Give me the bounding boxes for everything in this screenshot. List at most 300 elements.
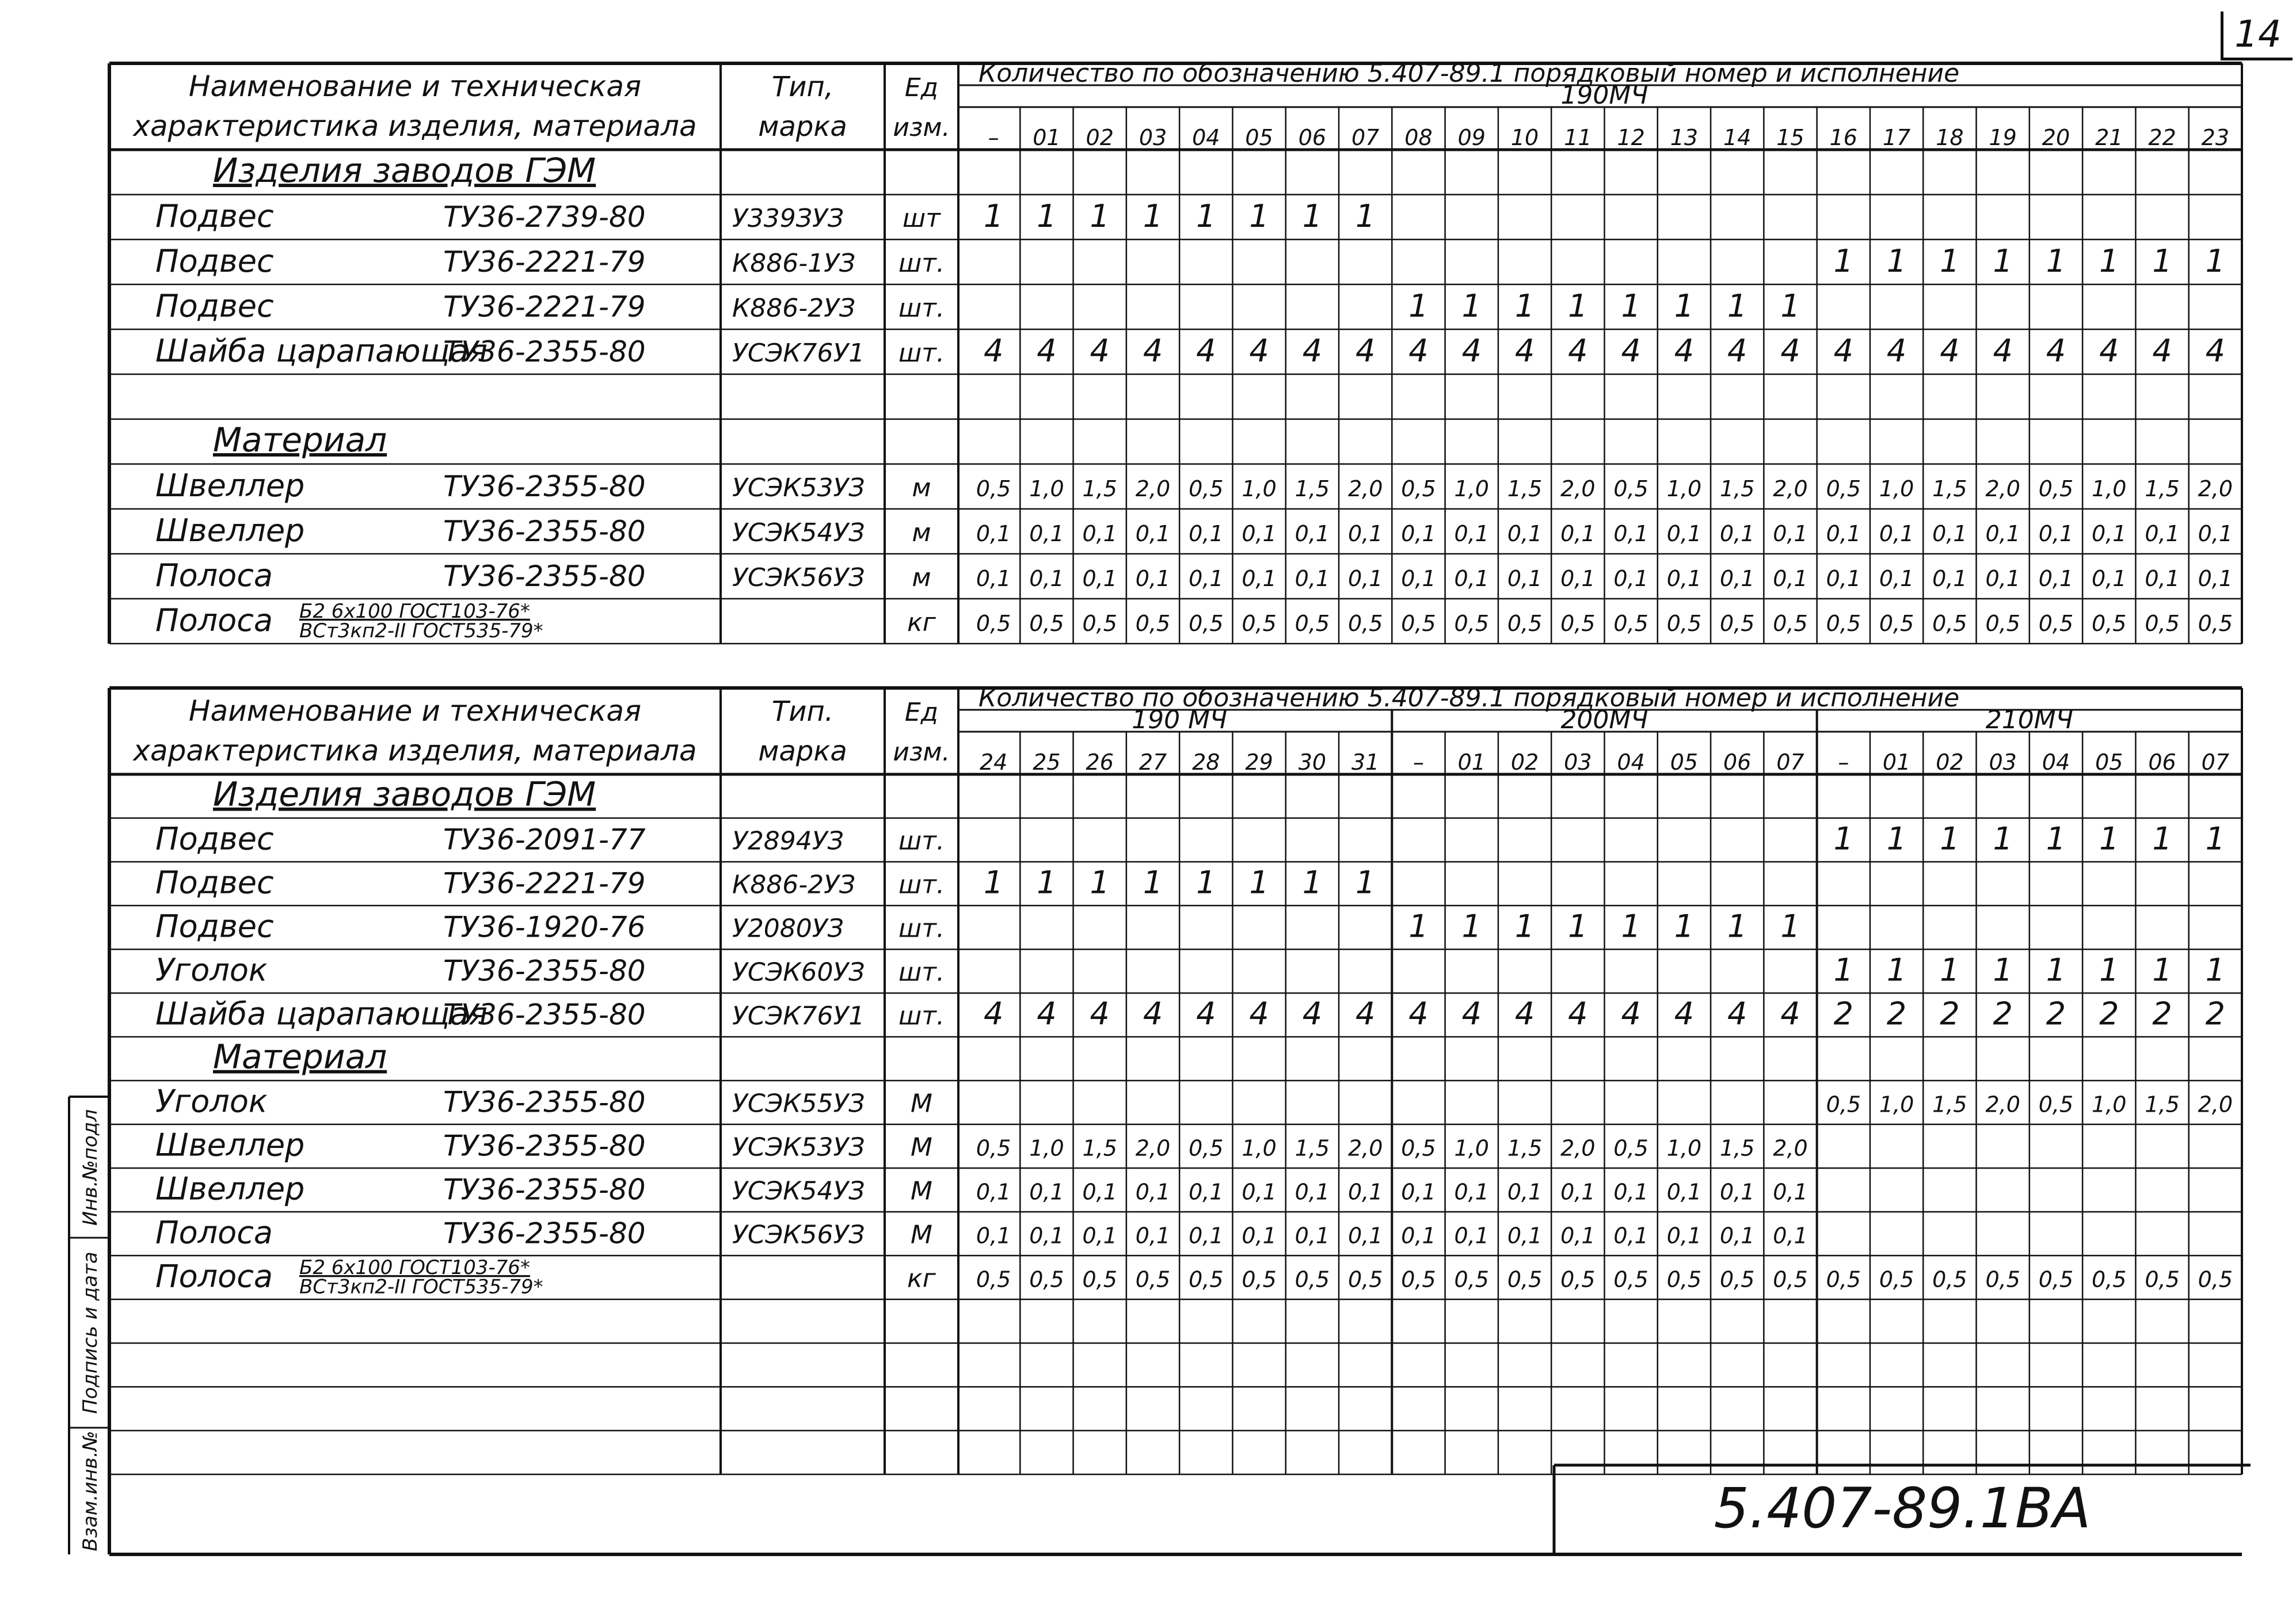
table2-qty-cell: 0,5 [1029, 1267, 1064, 1292]
table1-qty-cell: 0,5 [2092, 611, 2127, 637]
table1-qty-cell: 1 [1940, 243, 1960, 280]
table1-col-label: 21 [2095, 125, 2123, 150]
table2-qty-cell: 4 [1408, 995, 1429, 1032]
table1-qty-cell: 0,5 [1242, 611, 1277, 637]
table1-qty-cell: 1,0 [1029, 476, 1064, 502]
table2-qty-cell: 0,1 [1082, 1223, 1117, 1249]
table2-qty-cell: 1,5 [1720, 1135, 1755, 1161]
table1-col-label: 08 [1404, 125, 1433, 150]
table1-qty-cell: 1,0 [1242, 476, 1277, 502]
table1-qty-cell: 0,1 [1454, 521, 1489, 547]
table1-qty-cell: 1 [1302, 198, 1323, 235]
table1-item-spec: ТУ36-2221-79 [443, 245, 646, 279]
table2-item-name: Швеллер [155, 1127, 305, 1163]
table1-item-spec: ТУ36-2739-80 [443, 200, 646, 234]
table2-qty-cell: 0,1 [1560, 1223, 1596, 1249]
table2-col-label: 04 [1617, 750, 1645, 775]
table1-item-unit: шт [903, 204, 941, 234]
table1-item-unit: м [912, 473, 931, 503]
table2-qty-cell: 0,5 [1189, 1267, 1224, 1292]
table1-qty-cell: 2,0 [1773, 476, 1808, 502]
table2-qty-cell: 4 [1143, 995, 1163, 1032]
table1-qty-cell: 4 [2152, 333, 2172, 370]
table1-qty-cell: 4 [1568, 333, 1588, 370]
table2-item-unit: шт. [898, 914, 945, 944]
table1-qty-cell: 0,5 [1401, 611, 1436, 637]
table2-qty-cell: 1,0 [1242, 1135, 1277, 1161]
table1-qty-cell: 0,5 [1029, 611, 1064, 637]
table1-qty-cell: 1 [1886, 243, 1907, 280]
table2-col-label: 07 [1776, 750, 1804, 775]
table1-qty-cell: 4 [1408, 333, 1429, 370]
table1-qty-cell: 4 [1940, 333, 1960, 370]
table1-qty-cell: 0,5 [1294, 611, 1330, 637]
table2-item-name: Уголок [155, 952, 268, 988]
table1-qty-cell: 0,1 [976, 566, 1011, 592]
table1-item-name: Швеллер [155, 512, 305, 549]
table2-col-label: 02 [1936, 750, 1964, 775]
table1-col-label: 13 [1670, 125, 1699, 150]
table2-qty-cell: 0,5 [2038, 1092, 2074, 1117]
table2-qty-cell: 1 [1302, 864, 1323, 901]
table1-qty-cell: 0,5 [1189, 476, 1224, 502]
table1-qty-cell: 1 [2205, 243, 2226, 280]
table2-qty-cell: 0,5 [1189, 1135, 1224, 1161]
table1-item-unit: кг [907, 608, 936, 638]
table2-qty-cell: 1,0 [1454, 1135, 1489, 1161]
table2-col-label: – [1412, 750, 1424, 775]
table2-qty-cell: 0,5 [1454, 1267, 1489, 1292]
table1-qty-cell: 0,5 [2145, 611, 2180, 637]
table1-qty-cell: 0,1 [1401, 521, 1436, 547]
table2-item-unit: М [911, 1132, 932, 1162]
table2-qty-cell: 0,1 [1507, 1179, 1543, 1205]
table1-qty-cell: 4 [1621, 333, 1641, 370]
table1-qty-cell: 1 [983, 198, 1004, 235]
table1-col-label: 11 [1564, 125, 1592, 150]
table1-qty-cell: 0,5 [2038, 476, 2074, 502]
table1-qty-cell: 0,1 [1189, 566, 1224, 592]
table1-type-header-2: марка [758, 111, 847, 143]
table2-col-label: 27 [1139, 750, 1167, 775]
table2-qty-cell: 1 [1833, 820, 1853, 857]
table1-qty-cell: 0,5 [1507, 611, 1543, 637]
table1-col-label: 23 [2201, 125, 2230, 150]
table2-qty-cell: 0,1 [1401, 1223, 1436, 1249]
table1-qty-cell: 4 [1514, 333, 1535, 370]
table1-qty-cell: 0,1 [2092, 521, 2127, 547]
table1-qty-cell: 2,0 [2198, 476, 2233, 502]
table2-qty-cell: 0,5 [1347, 1267, 1383, 1292]
table2-qty-cell: 0,5 [1879, 1267, 1914, 1292]
table2-qty-cell: 1 [1408, 908, 1429, 945]
table2-qty-cell: 4 [1249, 995, 1269, 1032]
table1-item-spec: ТУ36-2355-80 [443, 560, 646, 594]
table2-item-name: Подвес [155, 820, 274, 857]
table1-col-label: 10 [1510, 125, 1539, 150]
table1-qty-cell: 1 [1196, 198, 1216, 235]
table1-qty-cell: 0,5 [976, 476, 1011, 502]
table2-qty-cell: 0,5 [1135, 1267, 1171, 1292]
table2-qty-cell: 0,1 [1189, 1223, 1224, 1249]
table2-item-name: Подвес [155, 864, 274, 901]
table1-qty-cell: 1,0 [1454, 476, 1489, 502]
table2-qty-cell: 0,5 [1613, 1267, 1648, 1292]
table2-qty-cell: 1 [1674, 908, 1695, 945]
table2-col-label: 01 [1882, 750, 1911, 775]
table2-qty-cell: 1 [983, 864, 1004, 901]
table1-qty-cell: 1 [1143, 198, 1163, 235]
table2-item-unit: М [911, 1176, 932, 1206]
table1-qty-cell: 0,1 [1454, 566, 1489, 592]
page-number: 14 [2221, 12, 2293, 60]
table1-name-header-2: характеристика изделия, материала [133, 109, 697, 143]
table1-qty-cell: 0,1 [2198, 566, 2233, 592]
table2-col-label: 31 [1351, 750, 1380, 775]
table2-qty-cell: 1 [2046, 820, 2066, 857]
table2-qty-cell: 0,5 [1401, 1135, 1436, 1161]
table1-qty-cell: 0,5 [1189, 611, 1224, 637]
table2-item-type: У2080УЗ [732, 914, 844, 944]
table1-col-label: 06 [1298, 125, 1327, 150]
table2-qty-cell: 1 [1514, 908, 1535, 945]
table1-qty-cell: 4 [1993, 333, 2013, 370]
table2-group-label: 200МЧ [1560, 705, 1648, 735]
table2-qty-cell: 1 [2205, 952, 2226, 988]
table1-col-label: 15 [1776, 125, 1804, 150]
table2-qty-cell: 0,5 [1082, 1267, 1117, 1292]
table2-col-label: 25 [1033, 750, 1061, 775]
table2-qty-cell: 1 [2152, 952, 2172, 988]
table2-item-spec: ТУ36-2355-80 [443, 954, 646, 988]
table2-qty-cell: 4 [1727, 995, 1747, 1032]
table2-qty-cell: 2,0 [1347, 1135, 1383, 1161]
table1-qty-cell: 0,5 [1560, 611, 1596, 637]
table2-qty-cell: 0,1 [1773, 1179, 1808, 1205]
table1-type-header-1: Тип, [771, 71, 834, 103]
table1-qty-cell: 4 [1780, 333, 1800, 370]
table2-qty-cell: 2 [2205, 995, 2226, 1032]
table1-qty-cell: 1,0 [1666, 476, 1702, 502]
table2-item-unit: шт. [898, 826, 945, 856]
table1-item-unit: шт. [898, 339, 945, 368]
side-stamp-label: Подпись и дата [79, 1252, 102, 1414]
table1-qty-cell: 0,1 [2145, 566, 2180, 592]
table1-qty-cell: 1 [1249, 198, 1269, 235]
table2-section-title: Материал [213, 1037, 387, 1077]
table1-qty-cell: 0,1 [1879, 521, 1914, 547]
table2-qty-cell: 0,5 [1613, 1135, 1648, 1161]
table1-qty-cell: 4 [1037, 333, 1057, 370]
table1-qty-cell: 4 [1674, 333, 1695, 370]
table1-qty-cell: 4 [2046, 333, 2066, 370]
table2-qty-cell: 0,5 [1560, 1267, 1596, 1292]
table2-qty-cell: 1 [2152, 820, 2172, 857]
table1-qty-cell: 0,5 [2198, 611, 2233, 637]
table1-qty-cell: 0,1 [1666, 566, 1702, 592]
table2-qty-cell: 4 [1674, 995, 1695, 1032]
table1-qty-cell: 0,1 [1082, 521, 1117, 547]
table1-item-type: УСЭК54УЗ [732, 518, 865, 548]
table2-qty-cell: 4 [1090, 995, 1110, 1032]
table1-qty-cell: 4 [1302, 333, 1323, 370]
table1-qty-cell: 1 [1514, 288, 1535, 325]
table1-qty-cell: 1 [2099, 243, 2119, 280]
table2-qty-cell: 4 [1196, 995, 1216, 1032]
table1-qty-cell: 4 [1196, 333, 1216, 370]
table2-qty-cell: 1,5 [1294, 1135, 1330, 1161]
table2-qty-cell: 1,5 [1932, 1092, 1967, 1117]
table1-item-type: К886-2УЗ [732, 294, 856, 324]
table2-qty-cell: 1 [1940, 952, 1960, 988]
table2-qty-cell: 1,5 [1507, 1135, 1543, 1161]
table2-qty-cell: 0,5 [1826, 1267, 1861, 1292]
table1-qty-cell: 0,5 [1826, 476, 1861, 502]
table1-qty-cell: 0,1 [1029, 566, 1064, 592]
table2-qty-cell: 0,5 [1242, 1267, 1277, 1292]
table2-qty-cell: 2 [2046, 995, 2066, 1032]
table2-name-header-1: Наименование и техническая [188, 694, 642, 728]
table2-col-label: 03 [1564, 750, 1592, 775]
table1-qty-cell: 0,5 [1401, 476, 1436, 502]
table1-qty-cell: 4 [1143, 333, 1163, 370]
table2-qty-cell: 0,5 [976, 1267, 1011, 1292]
table2-qty-cell: 2 [2152, 995, 2172, 1032]
table1-qty-cell: 1 [2046, 243, 2066, 280]
table1-item-unit: шт. [898, 249, 945, 279]
table2-qty-cell: 1,0 [1666, 1135, 1702, 1161]
table2-qty-cell: 4 [1355, 995, 1376, 1032]
table1-col-label: 12 [1617, 125, 1645, 150]
table2-qty-cell: 2,0 [1560, 1135, 1596, 1161]
table2-qty-cell: 4 [1568, 995, 1588, 1032]
table1-qty-cell: 0,1 [1347, 566, 1383, 592]
table1-item-name: Подвес [155, 288, 274, 325]
table1-qty-cell: 4 [1090, 333, 1110, 370]
table1-qty-cell: 0,1 [1985, 566, 2020, 592]
table1-qty-cell: 2,0 [1985, 476, 2020, 502]
table2-item-unit: шт. [898, 870, 945, 900]
table2-qty-cell: 0,5 [1985, 1267, 2020, 1292]
table1-qty-cell: 0,5 [1985, 611, 2020, 637]
table2-item-unit: М [911, 1089, 932, 1119]
table1-qty-cell: 1 [1727, 288, 1747, 325]
table2-col-label: 28 [1192, 750, 1220, 775]
table1-qty-cell: 0,5 [1773, 611, 1808, 637]
table2-item-unit: кг [907, 1264, 936, 1294]
table1-col-label: 17 [1882, 125, 1911, 150]
table1-qty-cell: 1,5 [1294, 476, 1330, 502]
table1-qty-cell: 0,1 [1720, 521, 1755, 547]
table1-col-label: 01 [1033, 125, 1061, 150]
table1-qty-cell: 0,5 [976, 611, 1011, 637]
table1-item-name: Подвес [155, 198, 274, 235]
table2-qty-cell: 0,1 [1135, 1179, 1171, 1205]
table1-col-label: 05 [1245, 125, 1273, 150]
table1-item-spec: ТУ36-2355-80 [443, 470, 646, 504]
table1-col-label: 14 [1723, 125, 1751, 150]
table2-col-label: 24 [979, 750, 1008, 775]
table2-col-label: 03 [1989, 750, 2017, 775]
table2-qty-cell: 0,1 [1720, 1179, 1755, 1205]
table2-group-label: 190 МЧ [1132, 705, 1228, 735]
table2-qty-cell: 0,5 [1826, 1092, 1861, 1117]
table2-qty-cell: 1,5 [1082, 1135, 1117, 1161]
table2-col-label: 02 [1510, 750, 1539, 775]
table2-qty-cell: 0,1 [1029, 1179, 1064, 1205]
table1-qty-cell: 0,1 [1507, 566, 1543, 592]
table1-qty-cell: 1 [1833, 243, 1853, 280]
table1-item-type: УСЭК53УЗ [732, 473, 865, 503]
table2-item-type: УСЭК55УЗ [732, 1089, 865, 1119]
table2-type-header-1: Тип. [771, 695, 834, 728]
table2-qty-cell: 1 [1090, 864, 1110, 901]
table1-item-unit: м [912, 563, 931, 593]
table1-name-header-1: Наименование и техническая [188, 70, 642, 103]
table1-qty-cell: 0,1 [1401, 566, 1436, 592]
table2-qty-cell: 0,1 [1507, 1223, 1543, 1249]
table2-col-label: 06 [1723, 750, 1751, 775]
table1-qty-cell: 0,1 [1135, 521, 1171, 547]
table2-qty-cell: 0,1 [1189, 1179, 1224, 1205]
table2-qty-cell: 1 [1143, 864, 1163, 901]
table1-item-spec: ТУ36-2355-80 [443, 335, 646, 369]
table1-qty-cell: 0,5 [1613, 476, 1648, 502]
table1-qty-cell: 0,5 [1613, 611, 1648, 637]
table2-item-spec: ТУ36-2091-77 [443, 823, 646, 857]
table2-qty-cell: 0,5 [2145, 1267, 2180, 1292]
table1-unit-header-1: Ед [904, 73, 939, 102]
table2-item-spec: ТУ36-2355-80 [443, 1173, 646, 1207]
table1-qty-cell: 0,1 [1082, 566, 1117, 592]
table2-qty-cell: 4 [1037, 995, 1057, 1032]
table1-qty-cell: 0,1 [1985, 521, 2020, 547]
table1-qty-cell: 0,1 [1826, 566, 1861, 592]
table2-col-label: 05 [2095, 750, 2123, 775]
table1-qty-cell: 1 [1993, 243, 2013, 280]
table1-item-spec-top: Б2 6х100 ГОСТ103-76* [299, 599, 530, 623]
table1-qty-cell: 0,1 [1932, 566, 1967, 592]
table2-qty-cell: 1 [1886, 952, 1907, 988]
table2-col-label: 04 [2042, 750, 2070, 775]
table1-qty-cell: 1 [1674, 288, 1695, 325]
table2-qty-cell: 1,0 [1879, 1092, 1914, 1117]
table2-qty-cell: 0,1 [1454, 1179, 1489, 1205]
table1-qty-cell: 0,5 [1666, 611, 1702, 637]
table2-qty-cell: 4 [1780, 995, 1800, 1032]
table1-qty-cell: 1,5 [1932, 476, 1967, 502]
table1-qty-cell: 4 [1833, 333, 1853, 370]
table2-qty-cell: 2 [2099, 995, 2119, 1032]
table2-item-spec-bottom: ВСт3кп2-II ГОСТ535-79* [299, 1275, 543, 1299]
table1-col-label: 04 [1192, 125, 1220, 150]
table1-qty-cell: 4 [1461, 333, 1482, 370]
table2-qty-cell: 0,1 [1242, 1179, 1277, 1205]
table2-col-label: 07 [2201, 750, 2230, 775]
table1-qty-cell: 0,5 [1082, 611, 1117, 637]
table2-qty-cell: 1 [1993, 820, 2013, 857]
table2-item-unit: шт. [898, 1001, 945, 1031]
table2-col-label: 30 [1298, 750, 1327, 775]
table1-qty-cell: 0,1 [1294, 521, 1330, 547]
table2-qty-cell: 0,5 [2038, 1267, 2074, 1292]
table2-qty-cell: 0,1 [1347, 1179, 1383, 1205]
table2-item-type: УСЭК60УЗ [732, 957, 865, 987]
table1-col-label: 02 [1086, 125, 1114, 150]
table2-qty-cell: 0,5 [1294, 1267, 1330, 1292]
table1-qty-cell: 1 [1037, 198, 1057, 235]
table1-item-type: УСЭК56УЗ [732, 563, 865, 593]
table2-item-spec: ТУ36-2221-79 [443, 866, 646, 900]
table1-qty-cell: 0,1 [1666, 521, 1702, 547]
table1-qty-cell: 0,1 [2145, 521, 2180, 547]
table2-qty-cell: 2,0 [1985, 1092, 2020, 1117]
table1-qty-cell: 0,1 [1932, 521, 1967, 547]
table2-item-type: УСЭК56УЗ [732, 1220, 865, 1250]
table2-item-name: Полоса [155, 1214, 273, 1251]
table1-qty-header: Количество по обозначению 5.407-89.1 порядковый номер и исполнение [978, 59, 1960, 88]
table1-qty-cell: 0,1 [2092, 566, 2127, 592]
table1-qty-cell: 0,5 [1879, 611, 1914, 637]
table2-item-spec: ТУ36-1920-76 [443, 910, 646, 944]
table2-qty-cell: 4 [1514, 995, 1535, 1032]
table1-col-label: 20 [2042, 125, 2070, 150]
table2-qty-cell: 0,1 [1401, 1179, 1436, 1205]
table2-qty-cell: 1 [1727, 908, 1747, 945]
table1-item-type: УСЭК76У1 [732, 339, 865, 368]
table2-qty-cell: 0,1 [1773, 1223, 1808, 1249]
table2-qty-cell: 0,5 [976, 1135, 1011, 1161]
table1-qty-cell: 1,0 [1879, 476, 1914, 502]
table1-qty-cell: 0,1 [1189, 521, 1224, 547]
table1-qty-cell: 4 [1355, 333, 1376, 370]
table2-qty-cell: 4 [1302, 995, 1323, 1032]
table2-item-spec: ТУ36-2355-80 [443, 998, 646, 1032]
table1-qty-cell: 4 [2205, 333, 2226, 370]
table1-qty-cell: 0,1 [1613, 566, 1648, 592]
table2-item-name: Полоса [155, 1258, 273, 1295]
table2-col-label: 05 [1670, 750, 1699, 775]
table2-unit-header-1: Ед [904, 698, 939, 727]
table2-qty-cell: 0,1 [1560, 1179, 1596, 1205]
table1-qty-cell: 0,1 [1560, 566, 1596, 592]
table2-col-label: 26 [1086, 750, 1114, 775]
table2-qty-cell: 1,0 [1029, 1135, 1064, 1161]
table2-item-spec: ТУ36-2355-80 [443, 1129, 646, 1163]
table1-item-name: Шайба царапающая [155, 333, 488, 370]
table1-col-label: 03 [1139, 125, 1167, 150]
table2-qty-cell: 0,5 [1773, 1267, 1808, 1292]
table1-qty-cell: 4 [983, 333, 1004, 370]
table2-qty-cell: 0,1 [1082, 1179, 1117, 1205]
table2-qty-cell: 1 [1886, 820, 1907, 857]
table2-col-label: – [1838, 750, 1849, 775]
table1-qty-cell: 1,5 [1720, 476, 1755, 502]
table2-qty-cell: 1 [1196, 864, 1216, 901]
table2-qty-cell: 0,1 [1029, 1223, 1064, 1249]
table2-qty-cell: 4 [983, 995, 1004, 1032]
table2-qty-cell: 0,1 [1666, 1179, 1702, 1205]
table1-qty-cell: 0,1 [1560, 521, 1596, 547]
table1-unit-header-2: изм. [893, 113, 950, 142]
table2-item-spec: ТУ36-2355-80 [443, 1216, 646, 1250]
table1-qty-cell: 0,5 [1347, 611, 1383, 637]
table1-item-spec-bottom: ВСт3кп2-II ГОСТ535-79* [299, 619, 543, 643]
table2-qty-cell: 0,1 [1135, 1223, 1171, 1249]
table1-item-unit: шт. [898, 294, 945, 324]
table2-qty-cell: 2 [1833, 995, 1853, 1032]
table2-item-unit: шт. [898, 957, 945, 987]
